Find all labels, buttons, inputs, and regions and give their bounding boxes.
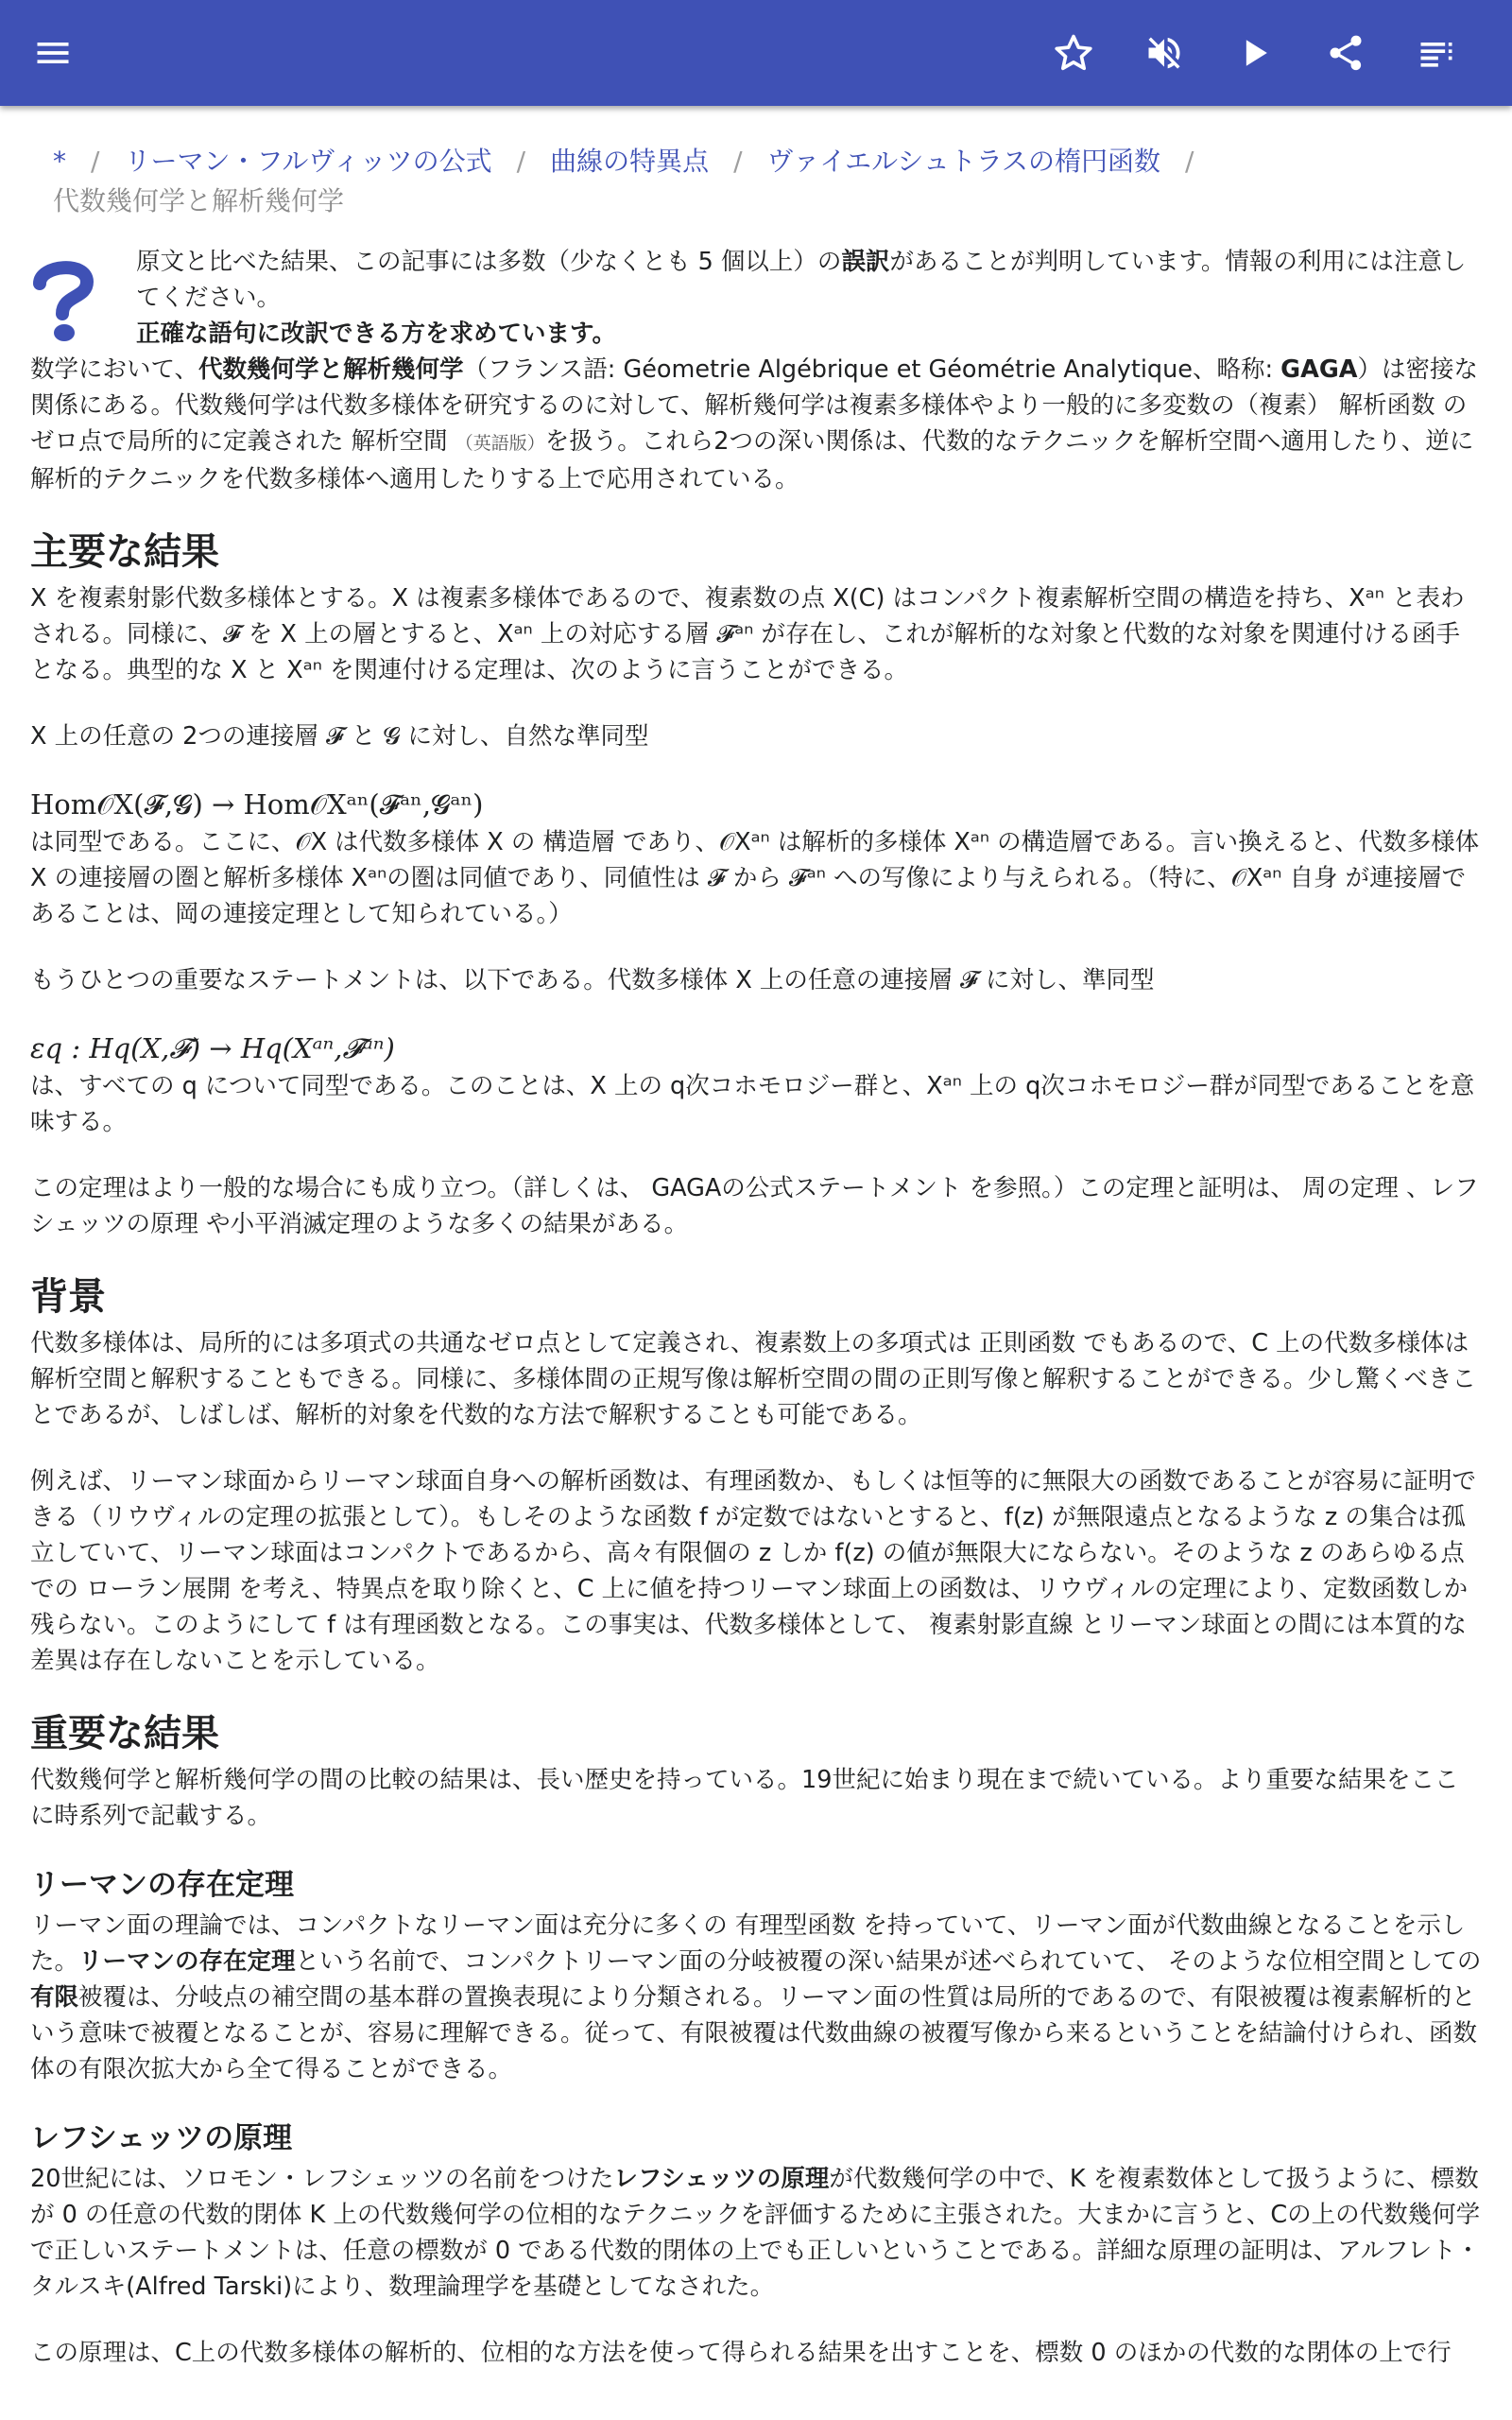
section-heading: 重要な結果 [30,1712,219,1755]
paragraph: は、すべての q について同型である。このことは、X 上の q次コホモロジー群と、Xᵃⁿ 上の q次コホモロジー群が同型であることを意味する。 [30,1072,1475,1136]
paragraph: は同型である。ここに、𝒪X は代数多様体 X の 構造層 であり、𝒪Xᵃⁿ は解析的多様体 Xᵃⁿ の構造層である。言い換えると、代数多様体 X の連接層の圏と解析多様体 Xᵃⁿの圏は同値であり、同値性は 𝓕 から 𝓕ᵃⁿ への写像により与えられる。（特に、𝒪Xᵃⁿ 自身 が連接層であることは、岡の連接定理として知られている。） [30,828,1480,928]
play-icon [1234,32,1276,74]
paragraph: 例えば、リーマン球面からリーマン球面自身への解析函数は、有理函数か、もしくは恒等的に無限大の函数であることが容易に証明できる（リウヴィルの定理の拡張として）。もしそのような函数 f が定数ではないとすると、f(z) が無限遠点となるような z の集合は孤立していて、リーマン球面はコンパクトであるから、高々有限個の z しか f(z) の値が無限大にならない。そのような z のあらゆる点での ローラン展開 を考え、特異点を取り除くと、C 上に値を持つリーマン球面上の函数は、リウヴィルの定理により、定数函数しか残らない。このようにして f は有理函数となる。この事実は、代数多様体として、 複素射影直線 とリーマン球面との間には本質的な差異は存在しないことを示している。 [30,1467,1477,1675]
breadcrumb-item[interactable]: ヴァイエルシュトラスの楕円函数 [766,146,1161,177]
paragraph: X 上の任意の 2つの連接層 𝓕 と 𝓖 に対し、自然な準同型 [30,722,649,751]
breadcrumb-item[interactable]: リーマン・フルヴィッツの公式 [124,146,492,177]
star-icon [1053,32,1094,74]
share-icon [1325,32,1366,74]
notice-text: 原文と比べた結果、この記事には多数（少なくとも 5 個以上）の誤訳があることが判明しています。情報の利用には注意してください。 [136,248,1467,312]
mute-icon [1143,32,1185,74]
paragraph: 代数多様体は、局所的には多項式の共通なゼロ点として定義され、複素数上の多項式は 正則函数 でもあるので、C 上の代数多様体は解析空間と解釈することもできる。同様に、多様体間の正規写像は解析空間の間の正則写像と解釈することができる。少し驚くべきことであるが、しばしば、解析的対象を代数的な方法で解釈することも可能である。 [30,1329,1477,1429]
bookmark-button[interactable] [1043,23,1104,83]
contents-button[interactable] [1406,23,1467,83]
menu-icon [32,32,74,74]
article [30,142,1482,2401]
question-mark-icon [30,257,96,344]
paragraph: この定理はより一般的な場合にも成り立つ。（詳しくは、 GAGAの公式ステートメント を参照。）この定理と証明は、 周の定理 、レフシェッツの原理 や小平消滅定理のような多くの結果がある。 [30,1174,1479,1238]
breadcrumb-item[interactable]: 曲線の特異点 [550,146,710,177]
breadcrumb-current: 代数幾何学と解析幾何学 [53,185,345,216]
mute-button[interactable] [1134,23,1194,83]
breadcrumb-separator: / [733,146,743,177]
breadcrumb-separator: / [1185,146,1194,177]
playlist-icon [1416,32,1457,74]
paragraph: 代数幾何学と解析幾何学の間の比較の結果は、長い歴史を持っている。19世紀に始まり現在まで続いている。より重要な結果をここに時系列で記載する。 [30,1766,1459,1830]
math-formula: Hom𝒪X(𝓕,𝓖) → Hom𝒪Xᵃⁿ(𝓕ᵃⁿ,𝓖ᵃⁿ) [30,788,484,821]
paragraph: リーマン面の理論では、コンパクトなリーマン面は充分に多くの 有理型函数 を持っていて、リーマン面が代数曲線となることを示した。リーマンの存在定理という名前で、コンパクトリーマン面の分岐被覆の深い結果が述べられていて、 そのような位相空間としての有限被覆は、分岐点の補空間の基本群の置換表現により分類される。リーマン面の性質は局所的であるので、有限被覆は複素解析的という意味で被覆となることが、容易に理解できる。従って、有限被覆は代数曲線の被覆写像から来るということを結論付けられ、函数体の有限次拡大から全て得ることができる。 [30,1911,1482,2083]
intro-paragraph: 数学において、代数幾何学と解析幾何学（フランス語: Géometrie Algébrique et Géométrie Analytique、略称: GAGA）は密接な関係にある。代数幾何学は代数多様体を研究するのに対して、解析幾何学は複素多様体やより一般的に多変数の（複素） 解析函数 のゼロ点で局所的に定義された 解析空間 （英語版）を扱う。これら2つの深い関係は、代数的なテクニックを解析空間へ適用したり、逆に解析的テクニックを代数多様体へ適用したりする上で応用されている。 [30,355,1479,493]
paragraph: 20世紀には、ソロモン・レフシェッツの名前をつけたレフシェッツの原理が代数幾何学の中で、K を複素数体として扱うように、標数が 0 の任意の代数的閉体 K 上の代数幾何学の位相的なテクニックを評価するために主張された。大まかに言うと、Cの上の代数幾何学で正しいステートメントは、任意の標数が 0 である代数的閉体の上でも正しいということである。詳細な原理の証明は、アルフレト・タルスキ(Alfred Tarski)により、数理論理学を基礎としてなされた。 [30,2165,1481,2301]
menu-button[interactable] [23,23,83,83]
share-button[interactable] [1315,23,1376,83]
section-heading: 主要な結果 [30,530,219,574]
section-heading: 背景 [30,1275,106,1319]
notice-request: 正確な語句に改訳できる方を求めています。 [136,320,616,348]
paragraph: もうひとつの重要なステートメントは、以下である。代数多様体 X 上の任意の連接層 𝓕 に対し、準同型 [30,966,1155,994]
paragraph: この原理は、C上の代数多様体の解析的、位相的な方法を使って得られる結果を出すことを、標数 0 のほかの代数的な閉体の上で行 [30,2339,1452,2367]
subsection-heading: レフシェッツの原理 [30,2121,293,2155]
paragraph: X を複素射影代数多様体とする。X は複素多様体であるので、複素数の点 X(C) はコンパクト複素解析空間の構造を持ち、Xᵃⁿ と表わされる。同様に、𝓕 を X 上の層とすると、Xᵃⁿ 上の対応する層 𝓕ᵃⁿ が存在し、これが解析的な対象と代数的な対象を関連付ける函手となる。典型的な X と Xᵃⁿ を関連付ける定理は、次のように言うことができる。 [30,584,1465,684]
translation-notice [30,244,1482,352]
app-bar [0,0,1512,106]
breadcrumb-separator: / [516,146,526,177]
play-button[interactable] [1225,23,1285,83]
math-formula: εq : Hq(X,𝓕) → Hq(Xᵃⁿ,𝓕ᵃⁿ) [30,1032,395,1064]
breadcrumb [30,142,1482,221]
subsection-heading: リーマンの存在定理 [30,1868,294,1902]
breadcrumb-home[interactable]: * [53,146,66,177]
breadcrumb-separator: / [91,146,100,177]
